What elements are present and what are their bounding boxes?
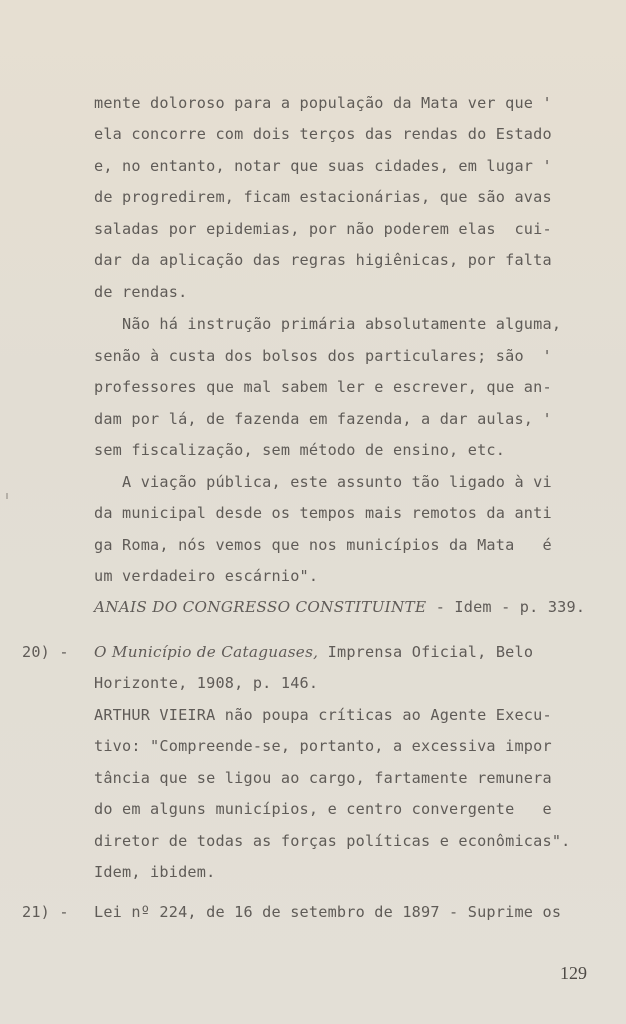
text-line: professores que mal sabem ler e escrever, que an- [94, 378, 552, 396]
page-number: 129 [560, 963, 587, 983]
work-title: O Município de Cataguases, [94, 643, 319, 661]
text-line: saladas por epidemias, por não poderem elas cui- [94, 220, 552, 238]
text-line: dam por lá, de fazenda em fazenda, a dar aulas, ' [94, 410, 552, 428]
text-line: A viação pública, este assunto tão ligado à vi [94, 473, 552, 491]
text-line: diretor de todas as forças políticas e econômicas". [94, 832, 571, 850]
text-line: Idem, ibidem. [94, 863, 216, 881]
footnote-number: 20) - [22, 643, 69, 661]
text-line: Horizonte, 1908, p. 146. [94, 674, 319, 692]
text-line: tância que se ligou ao cargo, fartamente remunera [94, 769, 552, 787]
text-line: de rendas. [94, 283, 188, 301]
publisher: Imprensa Oficial, Belo [318, 643, 534, 661]
text-line: sem fiscalização, sem método de ensino, etc. [94, 441, 506, 459]
citation-title: ANAIS DO CONGRESSO CONSTITUINTE [94, 598, 427, 616]
text-line: e, no entanto, notar que suas cidades, em lugar ' [94, 157, 552, 175]
text-line: tivo: "Compreende-se, portanto, a excessiva impor [94, 737, 552, 755]
text-line: ga Roma, nós vemos que nos municípios da Mata é [94, 536, 552, 554]
text-line: da municipal desde os tempos mais remotos da anti [94, 504, 552, 522]
text-line: de progredirem, ficam estacionárias, que são avas [94, 188, 552, 206]
citation-line [94, 597, 585, 617]
text-line: senão à custa dos bolsos dos particulares; são ' [94, 347, 552, 365]
footnote-number: 21) - [22, 903, 69, 921]
citation-rest: - Idem - p. 339. [426, 598, 586, 616]
text-line: ARTHUR VIEIRA não poupa críticas ao Agente Execu- [94, 706, 552, 724]
text-line: Não há instrução primária absolutamente alguma, [94, 315, 562, 333]
text-line: Lei nº 224, de 16 de setembro de 1897 - Suprime os [94, 903, 562, 921]
footnote-first-line [94, 642, 533, 662]
text-line: do em alguns municípios, e centro convergente e [94, 800, 552, 818]
text-line: mente doloroso para a população da Mata ver que ' [94, 94, 552, 112]
text-line: dar da aplicação das regras higiênicas, por falta [94, 251, 552, 269]
text-line: um verdadeiro escárnio". [94, 567, 319, 585]
scan-speck [6, 493, 8, 499]
text-line: ela concorre com dois terços das rendas do Estado [94, 125, 552, 143]
